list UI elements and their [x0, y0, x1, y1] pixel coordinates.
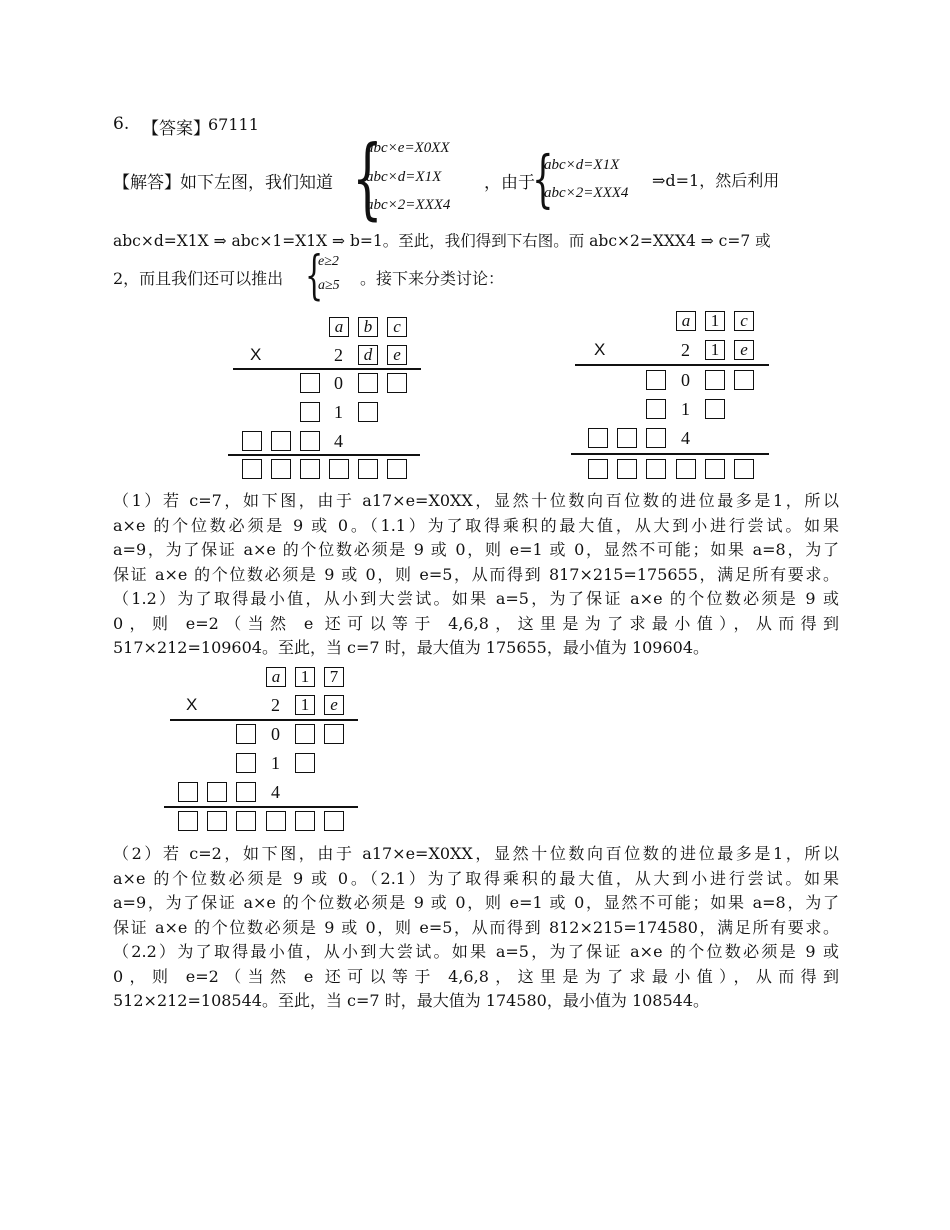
times-sign: X: [186, 695, 198, 714]
system2-eq1: abc×d=X1X: [544, 157, 620, 173]
digit-box: e: [734, 340, 754, 360]
para2-line: 512×212=108544。至此，当 c=7 时，最大值为 174580，最小值为 108544。: [113, 991, 710, 1010]
empty-box: [646, 459, 666, 479]
question-number: 6.: [113, 114, 130, 134]
digit: 4: [271, 782, 280, 802]
para1-line: 保证 a×e 的个位数必须是 9 或 0，则 e=5，从而得到 817×215=175655，满足所有要求。: [113, 564, 839, 584]
rule-line: [233, 368, 421, 370]
empty-box: [617, 459, 637, 479]
digit: 0: [681, 370, 690, 390]
empty-box: [300, 431, 320, 451]
empty-box: [358, 402, 378, 422]
empty-box: [295, 811, 315, 831]
digit-box: c: [387, 317, 407, 337]
paragraph-case-1: [113, 489, 839, 661]
para1-line: a×e 的个位数必须是 9 或 0。（1.1）为了取得乘积的最大值，从大到小进行尝试。如果: [113, 515, 839, 535]
empty-box: [242, 431, 262, 451]
empty-box: [300, 373, 320, 393]
para2-line: 保证 a×e 的个位数必须是 9 或 0，则 e=5，从而得到 812×215=174580，满足所有要求。: [113, 917, 839, 937]
system1-eq3: abc×2=XXX4: [366, 197, 451, 213]
para2-line: （2.2）为了取得最小值，从小到大尝试。如果 a=5，为了保证 a×e 的个位数必须是 9 或: [113, 942, 839, 961]
para2-line: a×e 的个位数必须是 9 或 0。（2.1）为了取得乘积的最大值，从大到小进行尝试。如果: [113, 868, 839, 888]
figure-middle: [168, 664, 368, 840]
digit-box: 1: [295, 667, 315, 687]
para2-line: a=9，为了保证 a×e 的个位数必须是 9 或 0，则 e=1 或 0，显然不可能；如果 a=8，为了: [113, 893, 839, 912]
digit-box: 7: [324, 667, 344, 687]
empty-box: [207, 811, 227, 831]
empty-box: [705, 399, 725, 419]
empty-box: [329, 459, 349, 479]
para1-line: （1）若 c=7，如下图，由于 a17×e=X0XX，显然十位数向百位数的进位最多是1，所以: [113, 491, 839, 510]
empty-box: [705, 459, 725, 479]
solution-line-3a: 2，而且我们还可以推出: [113, 269, 284, 288]
digit: 1: [334, 402, 343, 422]
times-sign: X: [250, 345, 262, 364]
paragraph-case-2: [113, 842, 839, 1014]
empty-box: [358, 459, 378, 479]
empty-box: [705, 370, 725, 390]
para2-line: 0，则 e=2（当然 e 还可以等于 4,6,8，这里是为了求最小值），从而得到: [113, 966, 839, 986]
para1-line: （1.2）为了取得最小值，从小到大尝试。如果 a=5，为了保证 a×e 的个位数必须是 9 或: [113, 589, 839, 608]
digit-box: 1: [295, 695, 315, 715]
brace-left-1: {: [352, 126, 383, 229]
digit: 0: [334, 373, 343, 393]
figure-left: [230, 313, 430, 485]
solution-line-3b: 。接下来分类讨论：: [360, 269, 505, 288]
empty-box: [588, 428, 608, 448]
solution-line-2: abc×d=X1X ⇒ abc×1=X1X ⇒ b=1。至此，我们得到下右图。而 abc×2=XXX4 ⇒ c=7 或: [113, 232, 771, 250]
rule-line: [571, 453, 769, 455]
digit-box: b: [358, 317, 378, 337]
digit-box: e: [324, 695, 344, 715]
digit-box: c: [734, 311, 754, 331]
solution-text-2: ，由于: [484, 173, 535, 193]
digit: 1: [271, 753, 280, 773]
empty-box: [588, 459, 608, 479]
solution-text-3: ⇒d=1，然后利用: [652, 171, 780, 190]
empty-box: [734, 370, 754, 390]
rule-line: [575, 364, 769, 366]
digit: 0: [271, 724, 280, 744]
empty-box: [271, 431, 291, 451]
para1-line: 517×212=109604。至此，当 c=7 时，最大值为 175655，最小值为 109604。: [113, 638, 710, 657]
digit: 2: [334, 345, 343, 365]
digit-box: d: [358, 345, 378, 365]
empty-box: [646, 428, 666, 448]
empty-box: [300, 402, 320, 422]
empty-box: [271, 459, 291, 479]
empty-box: [387, 373, 407, 393]
empty-box: [646, 399, 666, 419]
empty-box: [324, 811, 344, 831]
empty-box: [236, 782, 256, 802]
empty-box: [266, 811, 286, 831]
brace-left-3: {: [305, 246, 324, 306]
empty-box: [236, 753, 256, 773]
empty-box: [387, 459, 407, 479]
digit-box: a: [329, 317, 349, 337]
empty-box: [242, 459, 262, 479]
system2-eq2: abc×2=XXX4: [544, 185, 629, 201]
empty-box: [324, 724, 344, 744]
rule-line: [228, 454, 420, 456]
solution-label: 【解答】: [113, 173, 181, 193]
digit: 1: [681, 399, 690, 419]
figure-right: [574, 308, 774, 484]
digit: 4: [681, 428, 690, 448]
answer-value: 67111: [208, 115, 259, 134]
digit-box: a: [676, 311, 696, 331]
digit-box: 1: [705, 311, 725, 331]
empty-box: [646, 370, 666, 390]
system3-eq2: a≥5: [318, 278, 340, 293]
empty-box: [617, 428, 637, 448]
para2-line: （2）若 c=2，如下图，由于 a17×e=X0XX，显然十位数向百位数的进位最多是1，所以: [113, 844, 839, 863]
empty-box: [734, 459, 754, 479]
brace-left-2: {: [532, 142, 554, 215]
empty-box: [358, 373, 378, 393]
system1-eq1: abc×e=X0XX: [366, 140, 450, 156]
empty-box: [236, 724, 256, 744]
times-sign: X: [594, 340, 606, 359]
digit: 2: [271, 695, 280, 715]
empty-box: [295, 724, 315, 744]
empty-box: [178, 811, 198, 831]
empty-box: [295, 753, 315, 773]
empty-box: [178, 782, 198, 802]
empty-box: [676, 459, 696, 479]
system1-eq2: abc×d=X1X: [366, 169, 442, 185]
empty-box: [236, 811, 256, 831]
system3-eq1: e≥2: [318, 254, 339, 269]
para1-line: a=9，为了保证 a×e 的个位数必须是 9 或 0，则 e=1 或 0，显然不可能；如果 a=8，为了: [113, 540, 839, 559]
digit: 2: [681, 340, 690, 360]
empty-box: [300, 459, 320, 479]
digit-box: e: [387, 345, 407, 365]
rule-line: [170, 719, 358, 721]
para1-line: 0，则 e=2（当然 e 还可以等于 4,6,8，这里是为了求最小值），从而得到: [113, 613, 839, 633]
answer-label: 【答案】: [142, 119, 210, 139]
empty-box: [207, 782, 227, 802]
digit-box: 1: [705, 340, 725, 360]
digit-box: a: [266, 667, 286, 687]
rule-line: [164, 806, 358, 808]
solution-text-1: 如下左图，我们知道: [180, 173, 333, 193]
digit: 4: [334, 431, 343, 451]
